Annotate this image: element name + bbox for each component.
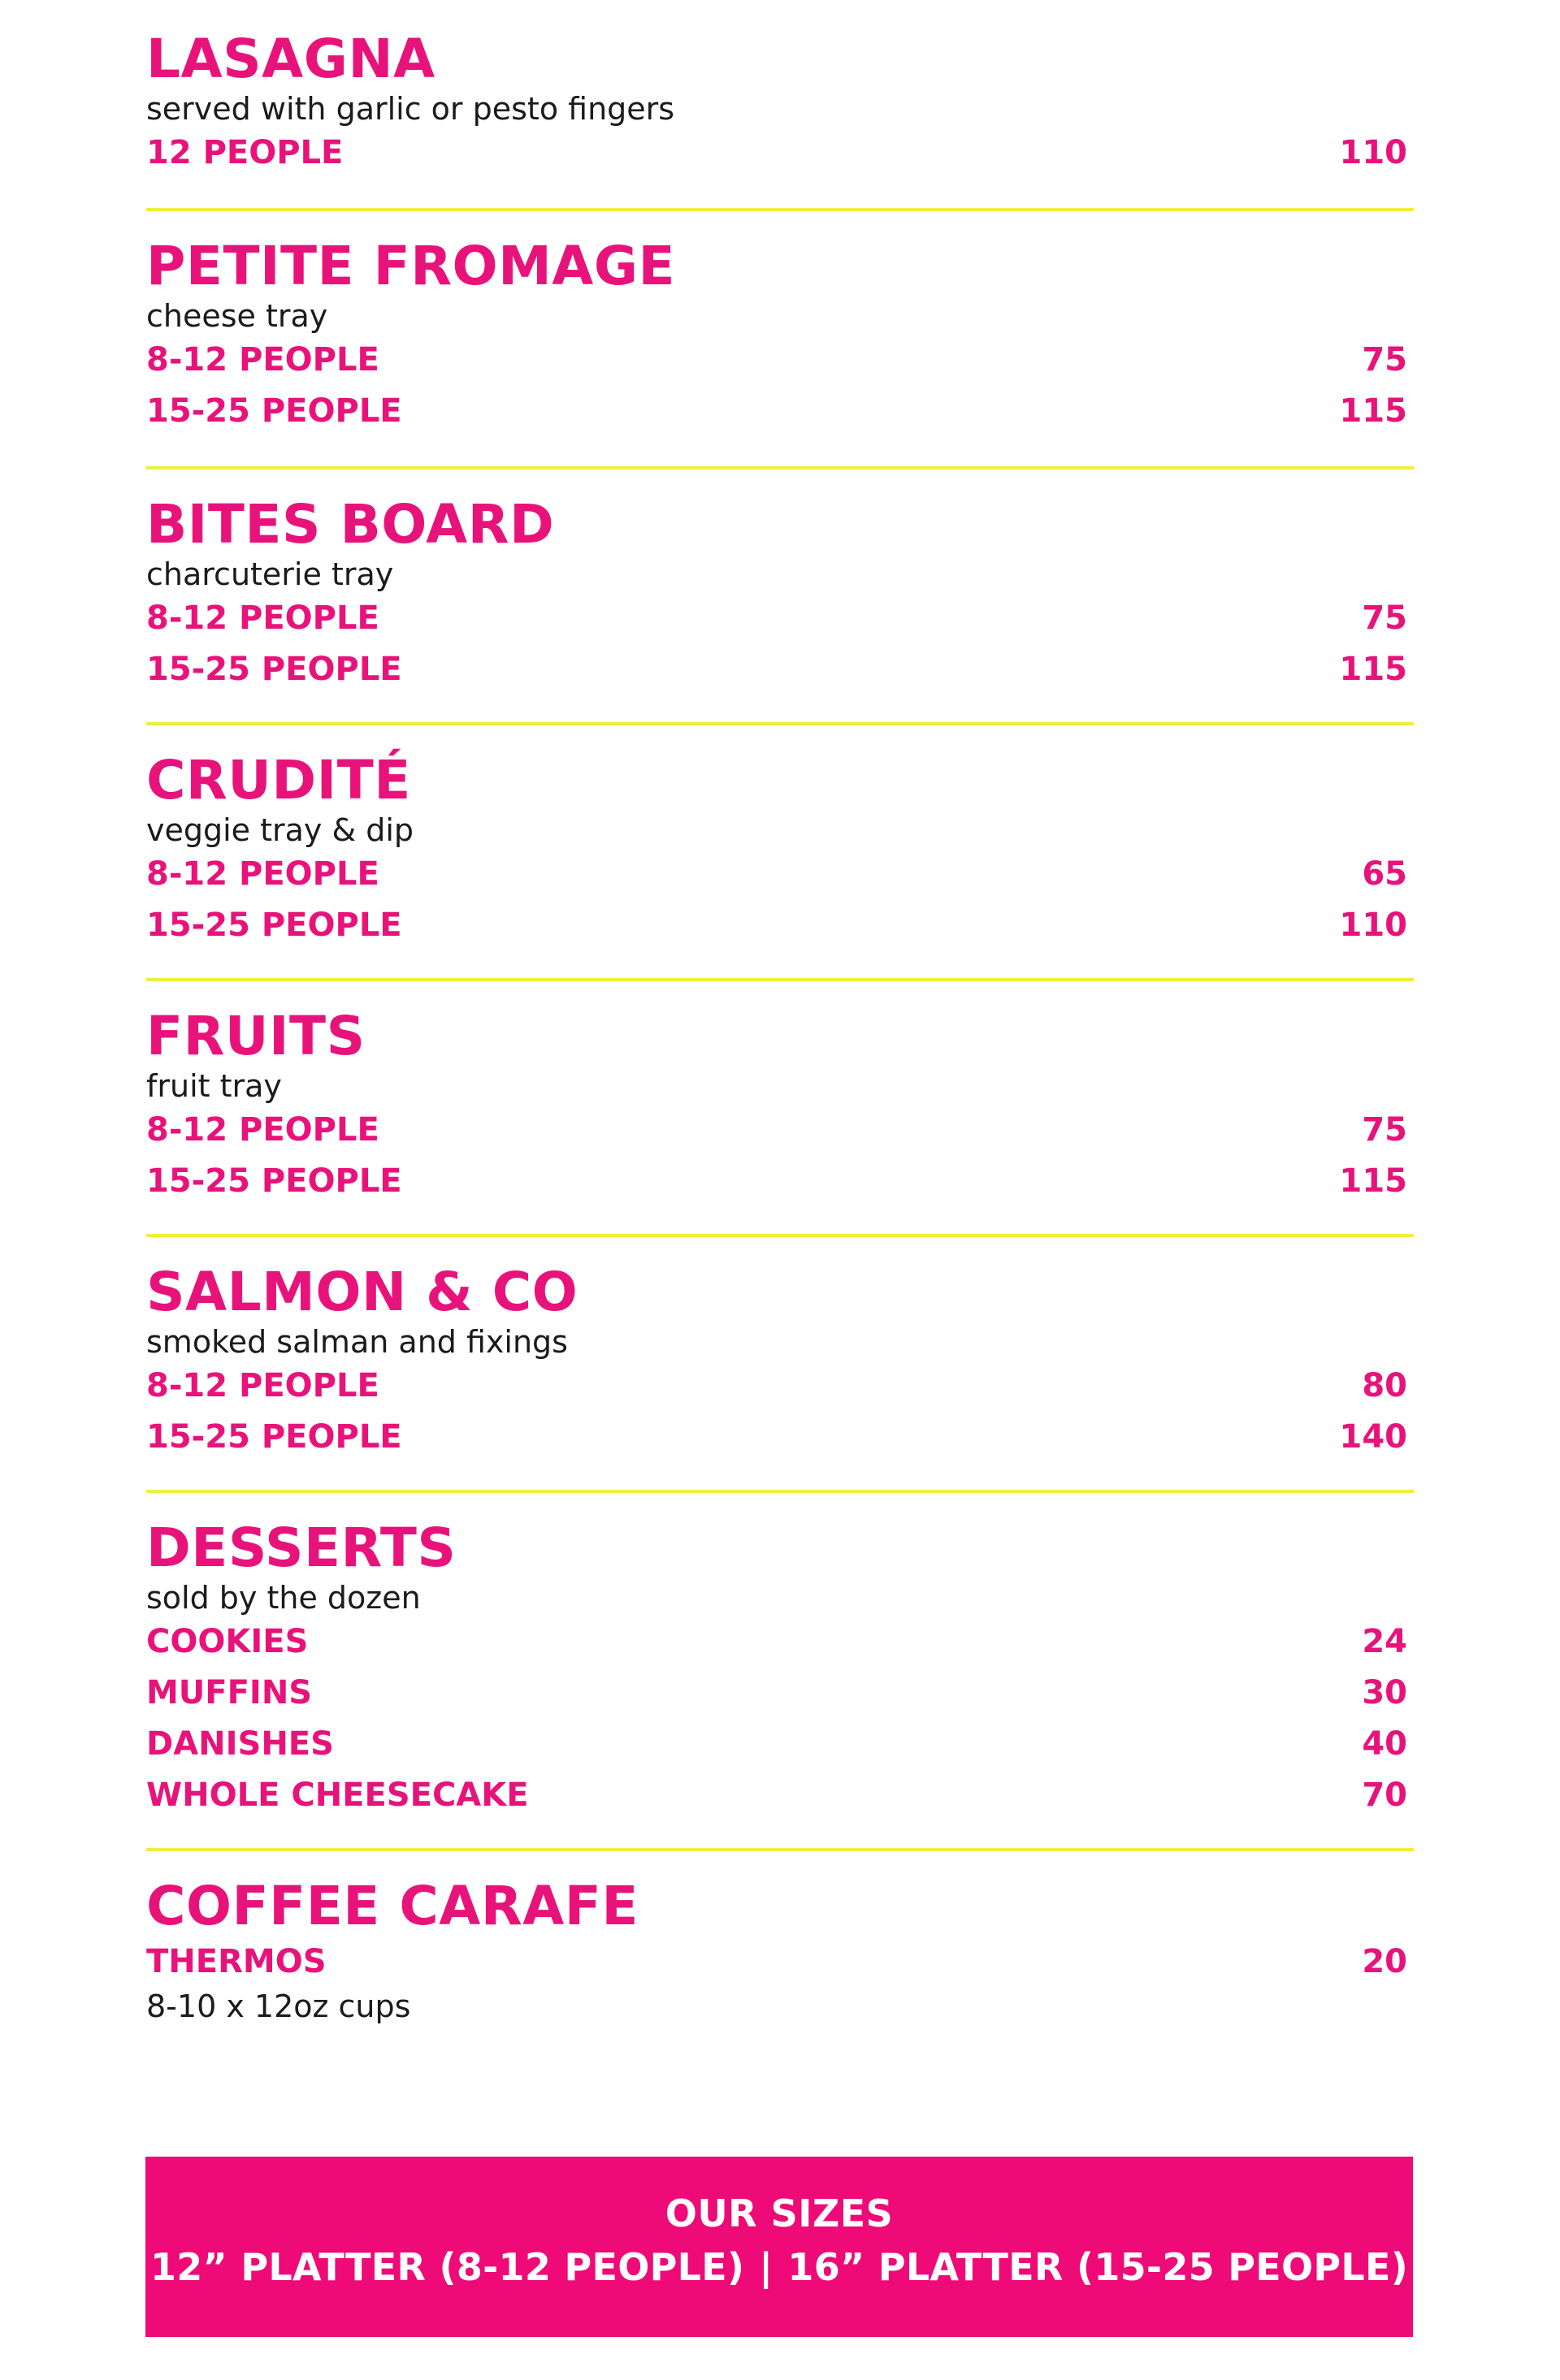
price-row <box>146 1667 1414 1718</box>
serving-label: 8-12 PEOPLE <box>146 1366 379 1404</box>
sizes-title: OUR SIZES <box>665 2192 894 2235</box>
serving-label: 8-12 PEOPLE <box>146 1110 379 1149</box>
dessert-label: DANISHES <box>146 1724 334 1763</box>
section-description: fruit tray <box>146 1068 282 1104</box>
price-row <box>146 899 1414 950</box>
price: 115 <box>1339 392 1407 430</box>
section-description: cheese tray <box>146 298 328 334</box>
dessert-label: COOKIES <box>146 1622 309 1660</box>
serving-label: 15-25 PEOPLE <box>146 906 402 944</box>
serving-label: 15-25 PEOPLE <box>146 650 402 688</box>
size-option-16-inch: 16” PLATTER (15-25 PEOPLE) <box>787 2245 1409 2289</box>
price: 70 <box>1362 1776 1407 1814</box>
price-row <box>146 127 1414 178</box>
menu-section-crudite <box>146 725 1414 981</box>
serving-label: 15-25 PEOPLE <box>146 392 402 430</box>
dessert-label: WHOLE CHEESECAKE <box>146 1776 529 1814</box>
dessert-label: MUFFINS <box>146 1673 313 1711</box>
section-title: COFFEE CARAFE <box>146 1875 639 1937</box>
serving-label: 12 PEOPLE <box>146 133 344 171</box>
menu-section-salmon-and-co <box>146 1237 1414 1493</box>
serving-label: 8-12 PEOPLE <box>146 855 379 893</box>
menu-section-lasagna <box>146 28 1414 211</box>
price-row <box>146 334 1414 385</box>
menu-section-bites-board <box>146 470 1414 725</box>
sizes-options <box>145 2241 1413 2293</box>
price: 110 <box>1339 133 1407 171</box>
price: 75 <box>1362 340 1407 379</box>
price: 75 <box>1362 1110 1407 1149</box>
section-description: sold by the dozen <box>146 1580 421 1616</box>
price-row <box>146 1155 1414 1206</box>
sizes-separator: | <box>759 2245 774 2289</box>
menu-section-coffee-carafe <box>146 1851 1414 2024</box>
section-description: served with garlic or pesto fingers <box>146 91 675 127</box>
section-title: DESSERTS <box>146 1517 457 1579</box>
section-title: BITES BOARD <box>146 493 555 556</box>
serving-label: 15-25 PEOPLE <box>146 1417 402 1456</box>
menu-section-desserts <box>146 1493 1414 1851</box>
section-title: SALMON & CO <box>146 1261 578 1323</box>
menu-section-fruits <box>146 981 1414 1237</box>
menu-section-petite-fromage <box>146 211 1414 470</box>
price-row <box>146 643 1414 695</box>
price: 140 <box>1339 1417 1407 1456</box>
section-title: PETITE FROMAGE <box>146 235 676 297</box>
price: 40 <box>1362 1724 1407 1763</box>
price: 75 <box>1362 599 1407 637</box>
price-row <box>146 848 1414 899</box>
sizes-banner <box>145 2157 1413 2337</box>
serving-label: 8-12 PEOPLE <box>146 599 379 637</box>
price-row <box>146 1616 1414 1667</box>
catering-menu <box>146 28 1414 2024</box>
price: 30 <box>1362 1673 1407 1711</box>
price: 115 <box>1339 650 1407 688</box>
price-row <box>146 1769 1414 1820</box>
price: 115 <box>1339 1162 1407 1200</box>
price: 24 <box>1362 1622 1407 1660</box>
section-description: 8-10 x 12oz cups <box>146 1988 411 2024</box>
section-description: veggie tray & dip <box>146 812 414 848</box>
section-title: FRUITS <box>146 1005 366 1067</box>
price-row <box>146 385 1414 436</box>
section-title: LASAGNA <box>146 28 436 90</box>
price-row <box>146 1935 1414 1988</box>
price-row <box>146 1411 1414 1462</box>
price: 65 <box>1362 855 1407 893</box>
price: 20 <box>1362 1943 1407 1980</box>
coffee-item-label: THERMOS <box>146 1943 327 1980</box>
price-row <box>146 1360 1414 1411</box>
serving-label: 8-12 PEOPLE <box>146 340 379 379</box>
price-row <box>146 1104 1414 1155</box>
section-title: CRUDITÉ <box>146 749 411 811</box>
price: 110 <box>1339 906 1407 944</box>
price-row <box>146 1718 1414 1769</box>
price-row <box>146 592 1414 643</box>
serving-label: 15-25 PEOPLE <box>146 1162 402 1200</box>
section-description: smoked salman and fixings <box>146 1324 568 1360</box>
price: 80 <box>1362 1366 1407 1404</box>
section-description: charcuterie tray <box>146 556 394 592</box>
size-option-12-inch: 12” PLATTER (8-12 PEOPLE) <box>150 2245 745 2289</box>
